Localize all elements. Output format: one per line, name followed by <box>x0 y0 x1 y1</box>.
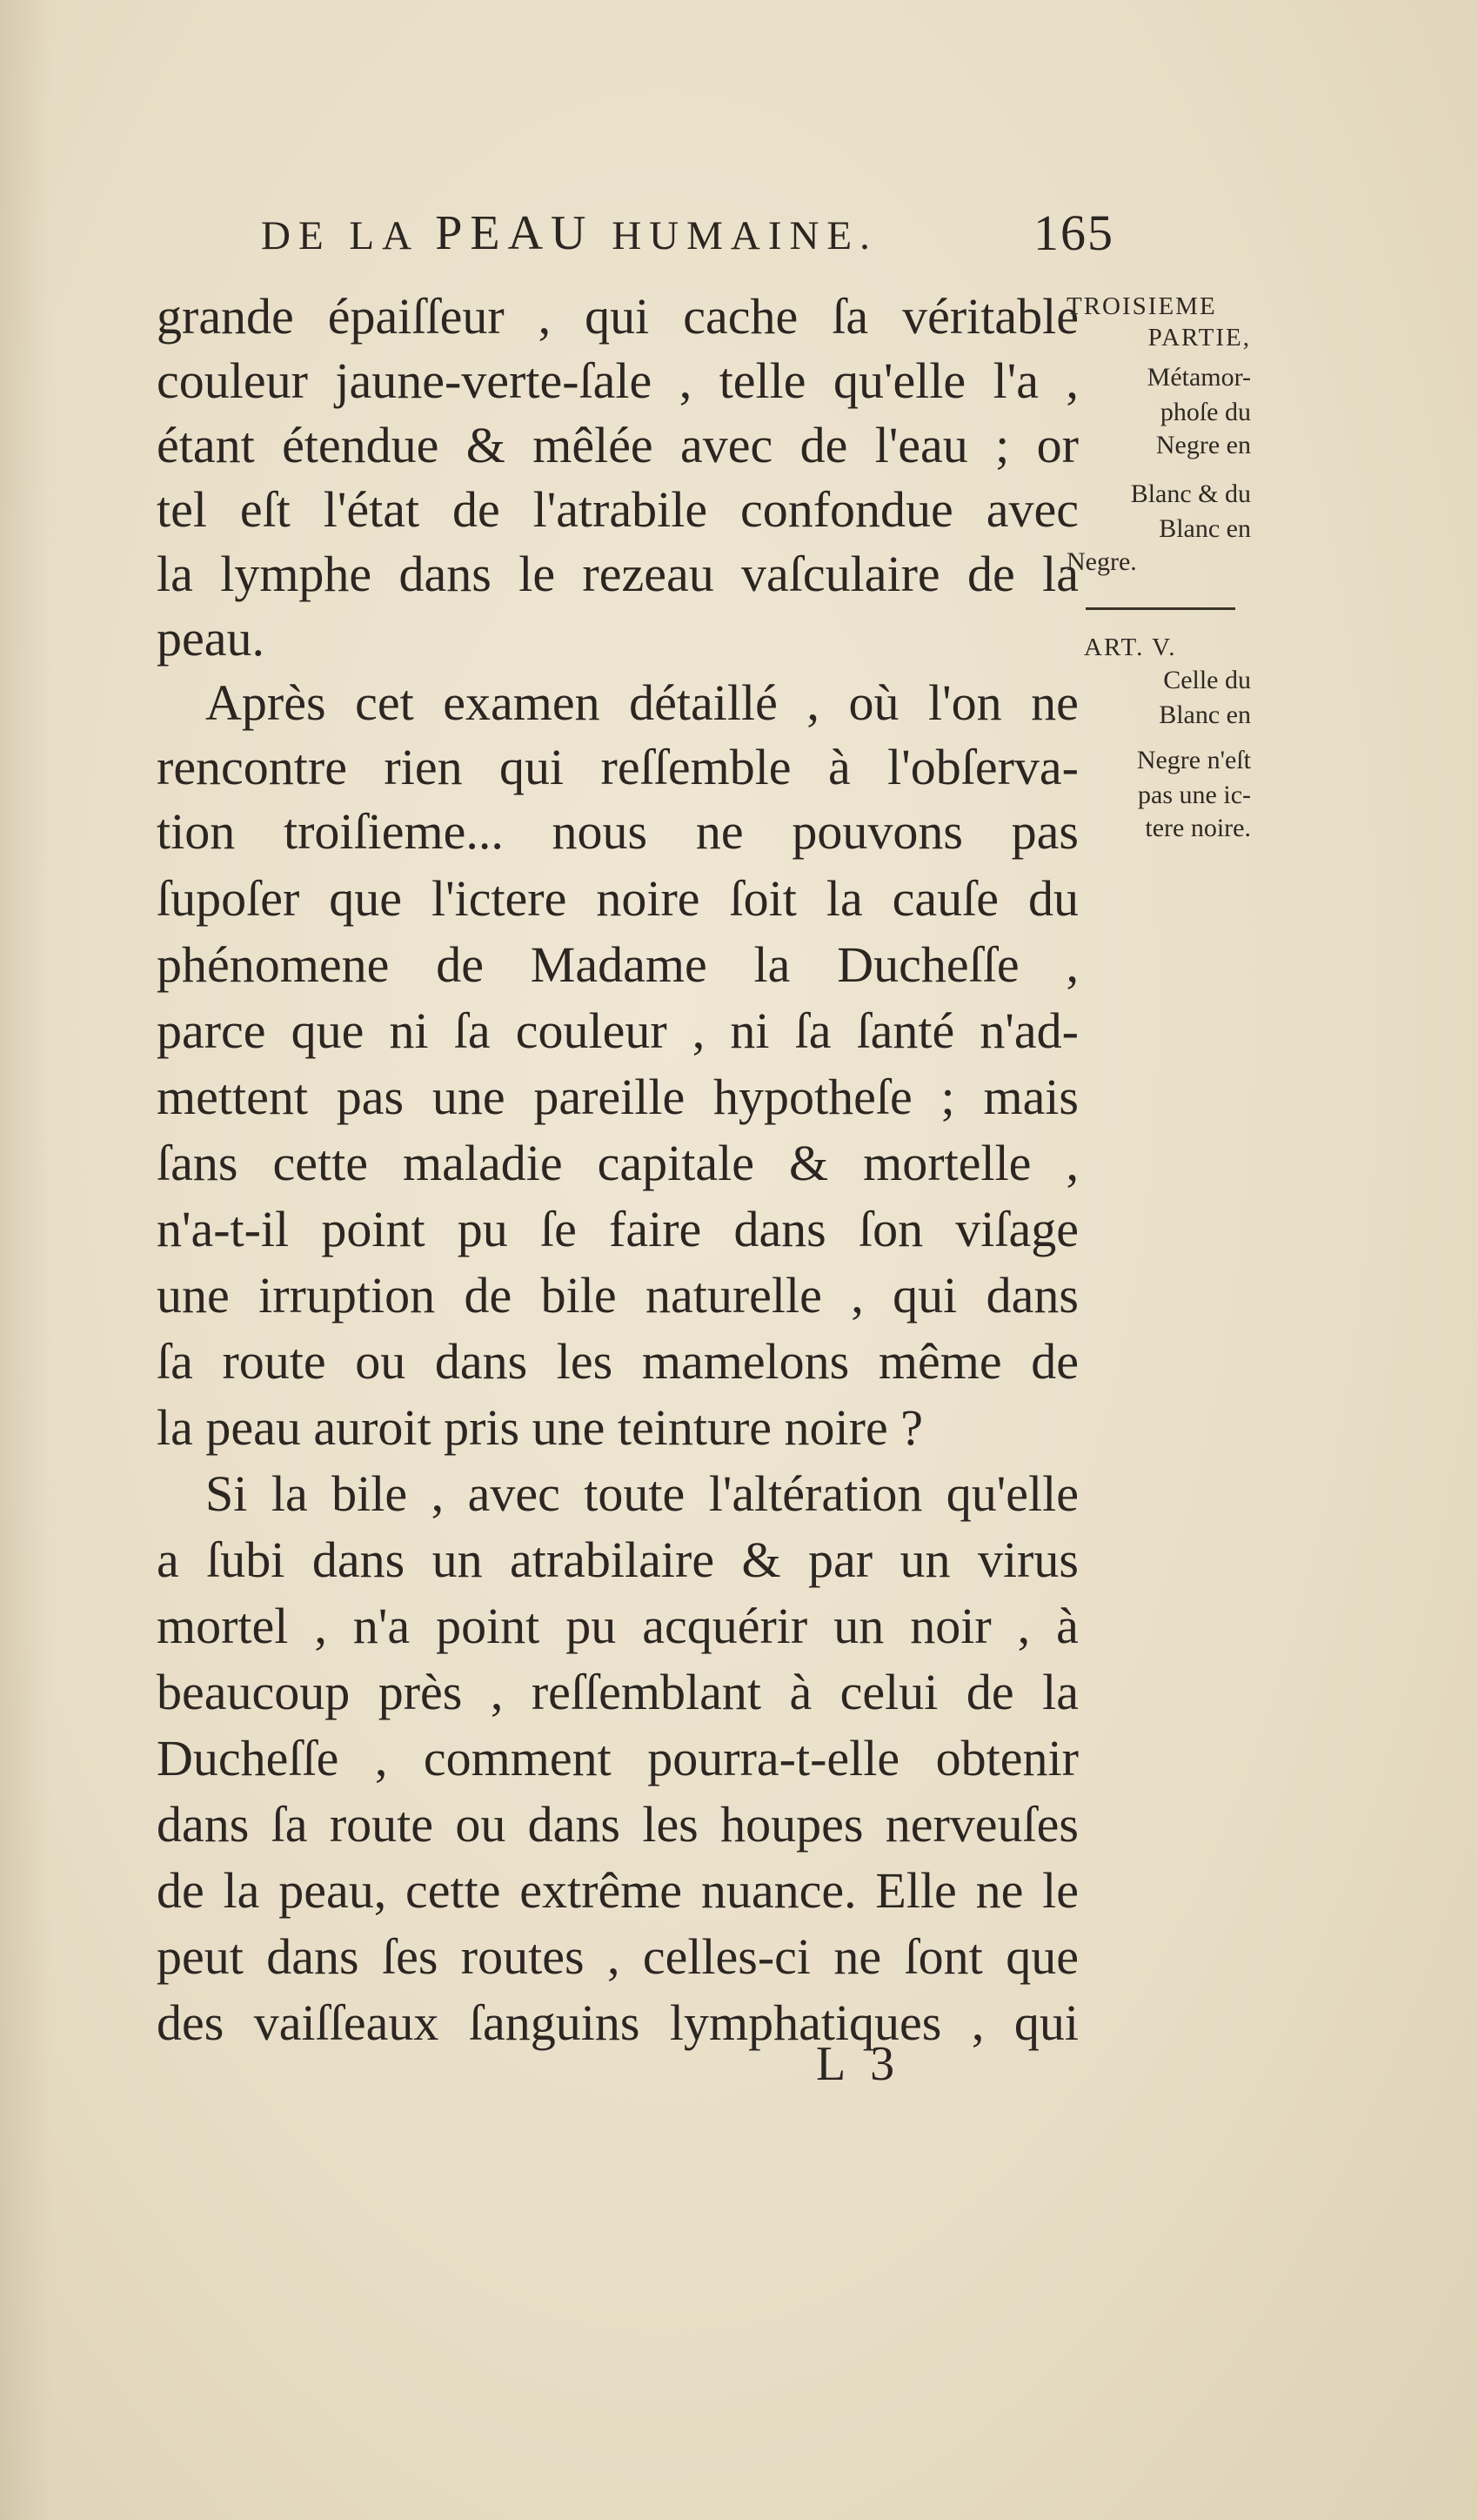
text-line: mortel , n'a point pu acquérir un noir , à <box>157 1598 1079 1654</box>
margin-note-line: Blanc en <box>1159 514 1251 543</box>
text-line: grande épaiſſeur , qui cache ſa véritable <box>157 288 1079 345</box>
header-word-peau: PEAU <box>435 206 594 260</box>
text-line: mettent pas une pareille hypotheſe ; mais <box>157 1069 1079 1125</box>
text-line: dans ſa route ou dans les houpes nerveuſes <box>157 1796 1079 1853</box>
text-line: ſa route ou dans les mamelons même de <box>157 1333 1079 1390</box>
text-line: couleur jaune-verte-ſale , telle qu'elle l'a , <box>157 352 1079 409</box>
header-word-de: DE <box>261 213 331 258</box>
margin-note-line: Métamor- <box>1147 363 1251 392</box>
text-line: une irruption de bile naturelle , qui dans <box>157 1267 1079 1324</box>
text-line: n'a-t-il point pu ſe faire dans ſon viſage <box>157 1201 1079 1257</box>
running-header <box>261 203 1131 264</box>
margin-note-line: tere noire. <box>1145 814 1251 842</box>
text-line: Si la bile , avec toute l'altération qu'elle <box>205 1465 1079 1522</box>
margin-note-line: Negre n'eſt <box>1136 746 1251 774</box>
text-line: Ducheſſe , comment pourra-t-elle obtenir <box>157 1730 1079 1786</box>
text-line: peut dans ſes routes , celles-ci ne ſont que <box>157 1928 1079 1985</box>
header-word-la: LA <box>349 213 418 258</box>
text-line: ſans cette maladie capitale & mortelle , <box>157 1135 1079 1191</box>
header-word-humaine: HUMAINE. <box>612 213 878 258</box>
text-line: beaucoup près , reſſemblant à celui de la <box>157 1664 1079 1720</box>
margin-divider <box>1086 607 1235 610</box>
text-line: peau. <box>157 610 264 667</box>
margin-note-line: TROISIEME <box>1067 292 1217 320</box>
page-number: 165 <box>1033 204 1114 261</box>
text-line: étant étendue & mêlée avec de l'eau ; or <box>157 417 1079 473</box>
text-line: tel eſt l'état de l'atrabile confondue avec <box>157 481 1079 538</box>
margin-note-line: Blanc en <box>1159 700 1251 729</box>
margin-note-line: phoſe du <box>1160 398 1251 426</box>
text-line: phénomene de Madame la Ducheſſe , <box>157 936 1079 993</box>
margin-note-line: ART. V. <box>1084 633 1177 661</box>
text-line: des vaiſſeaux ſanguins lymphatiques , qui <box>157 1994 1079 2051</box>
margin-note-line: Blanc & du <box>1130 479 1251 508</box>
margin-note-line: Negre. <box>1067 547 1137 576</box>
text-line: a ſubi dans un atrabilaire & par un virus <box>157 1531 1079 1588</box>
text-line: parce que ni ſa couleur , ni ſa ſanté n'ad- <box>157 1002 1079 1059</box>
text-line: Après cet examen détaillé , où l'on ne <box>205 674 1079 731</box>
margin-note-line: pas une ic- <box>1138 781 1251 809</box>
text-line: la peau auroit pris une teinture noire ? <box>157 1399 923 1456</box>
page-shadow <box>0 0 52 2520</box>
text-line: de la peau, cette extrême nuance. Elle ne le <box>157 1862 1079 1919</box>
text-line: tion troiſieme... nous ne pouvons pas <box>157 803 1079 860</box>
signature-mark: L 3 <box>816 2037 902 2091</box>
text-line: ſupoſer que l'ictere noire ſoit la cauſe du <box>157 870 1079 927</box>
text-line: la lymphe dans le rezeau vaſculaire de la <box>157 546 1079 602</box>
margin-note-line: PARTIE, <box>1147 324 1251 352</box>
margin-note-line: Negre en <box>1155 431 1251 459</box>
margin-note-line: Celle du <box>1163 666 1251 694</box>
text-line: rencontre rien qui reſſemble à l'obſerva- <box>157 739 1079 795</box>
